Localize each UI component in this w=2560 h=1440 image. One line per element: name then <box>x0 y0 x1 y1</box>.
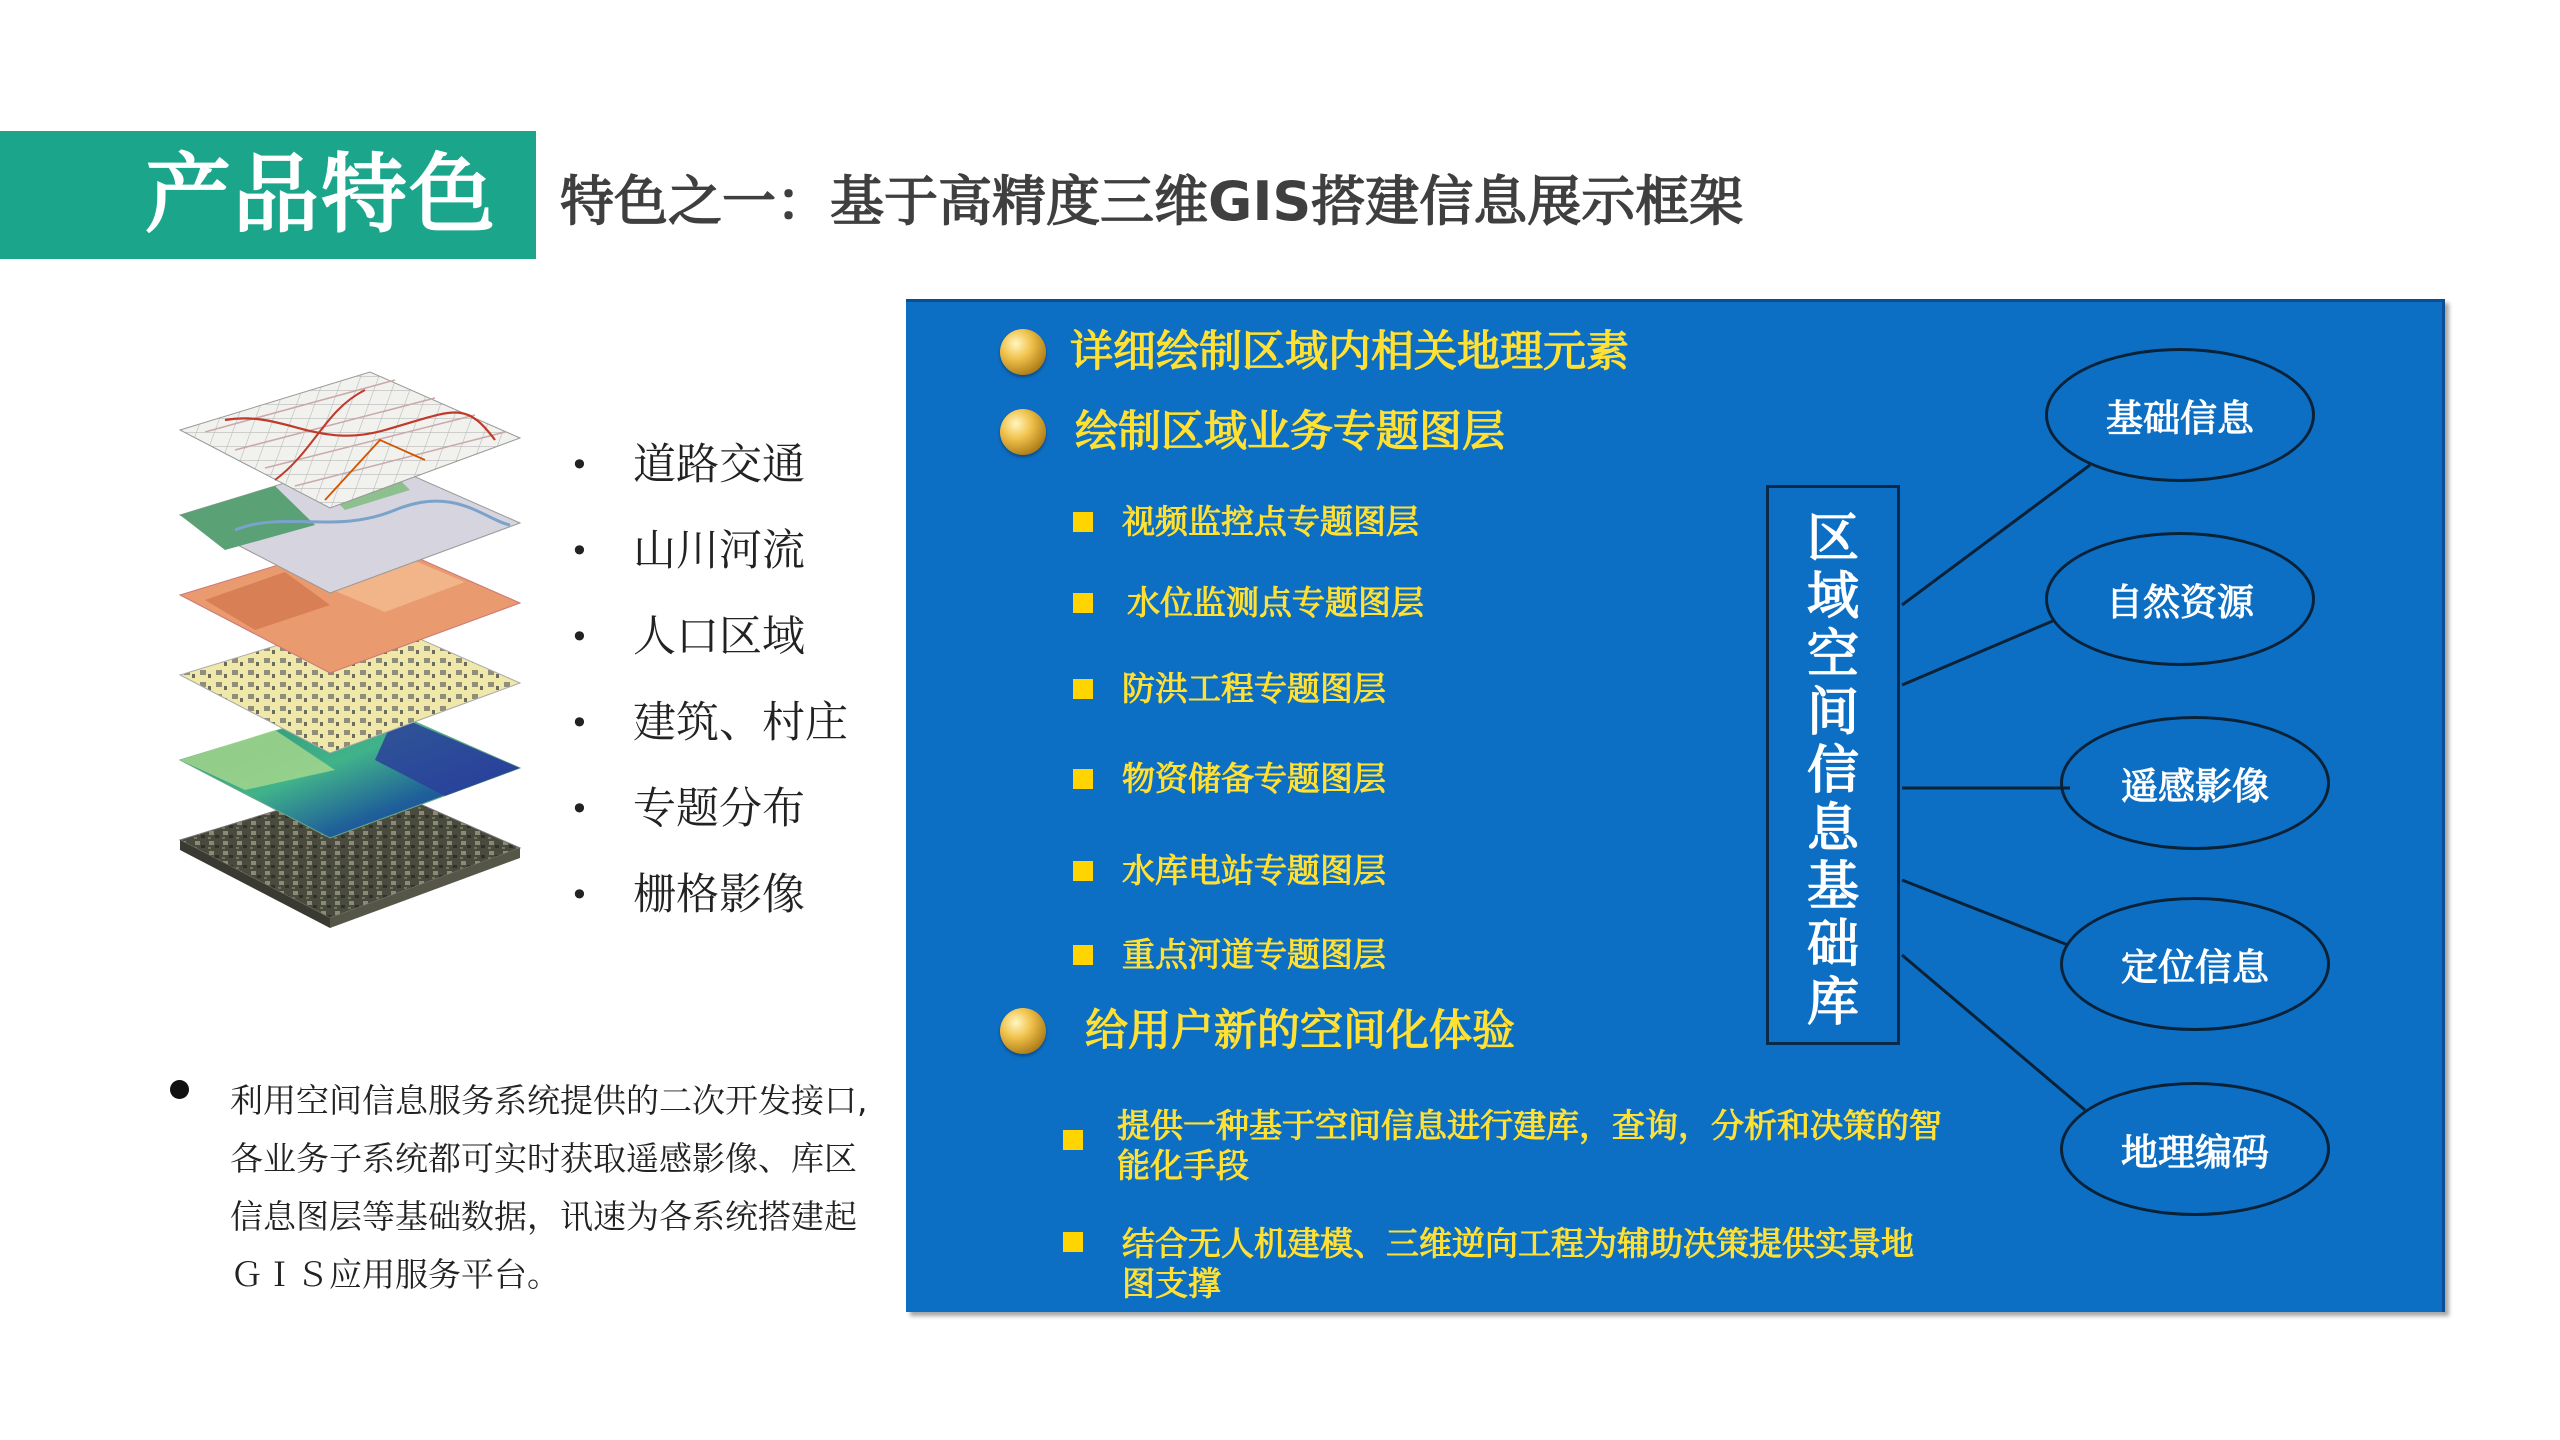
layer-item: 重点河道专题图层 <box>1122 935 1386 974</box>
header-tab <box>0 131 536 259</box>
database-char: 间 <box>1806 683 1859 743</box>
list-item <box>565 597 895 683</box>
feature-list <box>565 425 895 941</box>
database-char: 息 <box>1806 799 1859 859</box>
description-line: ＧＩＳ应用服务平台。 <box>230 1255 560 1294</box>
layer-item: 物资储备专题图层 <box>1122 759 1386 798</box>
feature-label: 专题分布 <box>633 784 805 834</box>
feature-label: 人口区域 <box>633 612 805 662</box>
gold-ball-icon <box>1000 1008 1046 1054</box>
bullet-icon: • <box>570 618 589 656</box>
bullet-icon: • <box>570 704 589 742</box>
gold-ball-icon <box>1000 409 1046 455</box>
panel-heading-layers: 绘制区域业务专题图层 <box>1075 407 1505 457</box>
database-char: 空 <box>1806 625 1859 685</box>
square-bullet-icon <box>1073 861 1093 881</box>
database-char: 基 <box>1806 857 1859 917</box>
node-geocoding <box>2060 1082 2330 1216</box>
description-line: 信息图层等基础数据，讯速为各系统搭建起 <box>230 1197 857 1236</box>
list-item <box>565 769 895 855</box>
square-bullet-icon <box>1073 593 1093 613</box>
bullet-icon: • <box>570 876 589 914</box>
description-line: 各业务子系统都可实时获取遥感影像、库区 <box>230 1139 857 1178</box>
layer-item: 防洪工程专题图层 <box>1122 669 1386 708</box>
experience-item <box>1117 1106 1942 1186</box>
database-box <box>1766 485 1900 1045</box>
square-bullet-icon <box>1073 945 1093 965</box>
gis-layers-illustration <box>165 320 535 985</box>
page-subtitle: 特色之一：基于高精度三维GIS搭建信息展示框架 <box>560 170 1744 233</box>
bullet-dot-icon <box>170 1080 189 1099</box>
bullet-icon: • <box>570 446 589 484</box>
experience-line: 图支撑 <box>1122 1264 1221 1303</box>
panel-heading-experience: 给用户新的空间化体验 <box>1085 1006 1515 1056</box>
feature-label: 道路交通 <box>633 440 805 490</box>
square-bullet-icon <box>1073 679 1093 699</box>
page-title: 产品特色 <box>145 145 497 245</box>
node-label: 地理编码 <box>2121 1131 2269 1174</box>
node-natural-resources <box>2045 532 2315 666</box>
database-char: 础 <box>1806 915 1859 975</box>
list-item <box>565 511 895 597</box>
database-char: 库 <box>1806 973 1859 1033</box>
feature-label: 建筑、村庄 <box>633 698 848 748</box>
experience-item <box>1122 1224 1914 1304</box>
layer-item: 水位监测点专题图层 <box>1127 583 1424 622</box>
list-item <box>565 683 895 769</box>
experience-line: 结合无人机建模、三维逆向工程为辅助决策提供实景地 <box>1122 1224 1914 1263</box>
panel-heading-elements: 详细绘制区域内相关地理元素 <box>1070 327 1629 377</box>
node-label: 定位信息 <box>2121 946 2269 989</box>
gold-ball-icon <box>1000 329 1046 375</box>
square-bullet-icon <box>1063 1130 1083 1150</box>
feature-label: 栅格影像 <box>633 870 805 920</box>
database-char: 信 <box>1806 741 1859 801</box>
node-positioning <box>2060 897 2330 1031</box>
node-label: 遥感影像 <box>2121 765 2269 808</box>
bullet-icon: • <box>570 790 589 828</box>
feature-label: 山川河流 <box>633 526 805 576</box>
database-char: 域 <box>1806 567 1859 627</box>
node-label: 基础信息 <box>2106 397 2254 440</box>
square-bullet-icon <box>1063 1232 1083 1252</box>
experience-line: 能化手段 <box>1117 1146 1249 1185</box>
bullet-icon: • <box>570 532 589 570</box>
description-line: 利用空间信息服务系统提供的二次开发接口, <box>230 1081 868 1120</box>
database-char: 区 <box>1806 509 1859 569</box>
node-label: 自然资源 <box>2106 581 2254 624</box>
layer-item: 视频监控点专题图层 <box>1122 502 1419 541</box>
square-bullet-icon <box>1073 769 1093 789</box>
experience-line: 提供一种基于空间信息进行建库，查询，分析和决策的智 <box>1117 1106 1942 1145</box>
node-basic-info <box>2045 348 2315 482</box>
list-item <box>565 855 895 941</box>
square-bullet-icon <box>1073 512 1093 532</box>
layer-item: 水库电站专题图层 <box>1122 851 1386 890</box>
node-remote-sensing <box>2060 716 2330 850</box>
list-item <box>565 425 895 511</box>
